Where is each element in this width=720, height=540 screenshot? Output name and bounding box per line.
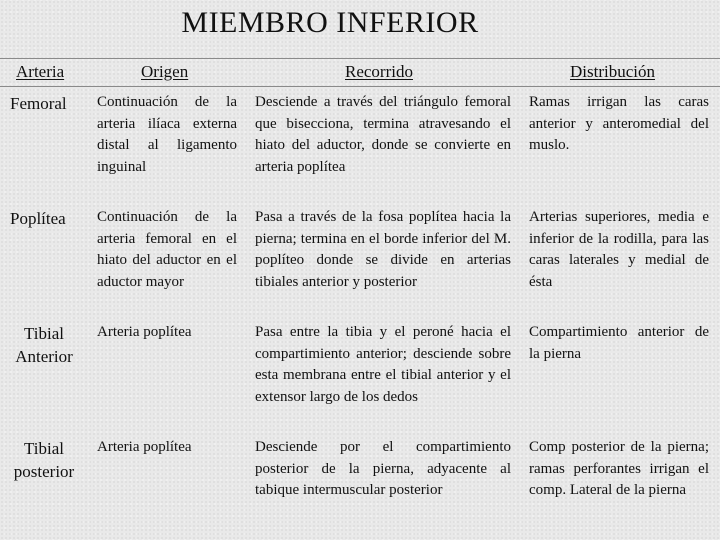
distribucion-cell: Arterias superiores, media e inferior de la rodilla, para las caras laterales y medial de ésta [529, 209, 709, 290]
recorrido-cell: Pasa entre la tibia y el peroné hacia el compartimiento anterior; desciende sobre esta membrana entre el tibial anterior y el extensor largo de los dedos [255, 324, 511, 405]
header-arteria: Arteria [16, 62, 65, 81]
distribucion-cell: Compartimiento anterior de la pierna [529, 324, 709, 362]
header-origen: Origen [141, 62, 189, 81]
distribucion-cell: Ramas irrigan las caras anterior y anteromedial del muslo. [529, 94, 709, 154]
origen-cell: Arteria poplítea [97, 324, 192, 340]
recorrido-cell: Desciende a través del triángulo femoral que bisecciona, termina atravesando el hiato del aductor, donde se convierte en arteria poplítea [255, 94, 511, 175]
recorrido-cell: Desciende por el compartimiento posterior de la pierna, adyacente al tabique intermuscular posterior [255, 439, 511, 499]
header-distribucion: Distribución [570, 62, 655, 81]
origen-cell: Arteria poplítea [97, 439, 192, 455]
arteria-name: Tibial Anterior [15, 324, 73, 366]
page-title: MIEMBRO INFERIOR [181, 6, 479, 39]
arteria-name: Femoral [10, 94, 67, 113]
origen-cell: Continuación de la arteria ilíaca externa distal al ligamento inguinal [97, 94, 237, 175]
title-divider [0, 58, 720, 59]
recorrido-cell: Pasa a través de la fosa poplítea hacia la pierna; termina en el borde inferior del M. poplíteo donde se divide en arterias tibiales anterior y posterior [255, 209, 511, 290]
origen-cell: Continuación de la arteria femoral en el hiato del aductor en el aductor mayor [97, 209, 237, 290]
header-recorrido: Recorrido [345, 62, 413, 81]
arteria-name: Poplítea [10, 209, 66, 228]
header-divider [0, 86, 720, 87]
arteria-name: Tibial posterior [13, 439, 75, 481]
distribucion-cell: Comp posterior de la pierna; ramas perforantes irrigan el comp. Lateral de la pierna [529, 439, 709, 499]
